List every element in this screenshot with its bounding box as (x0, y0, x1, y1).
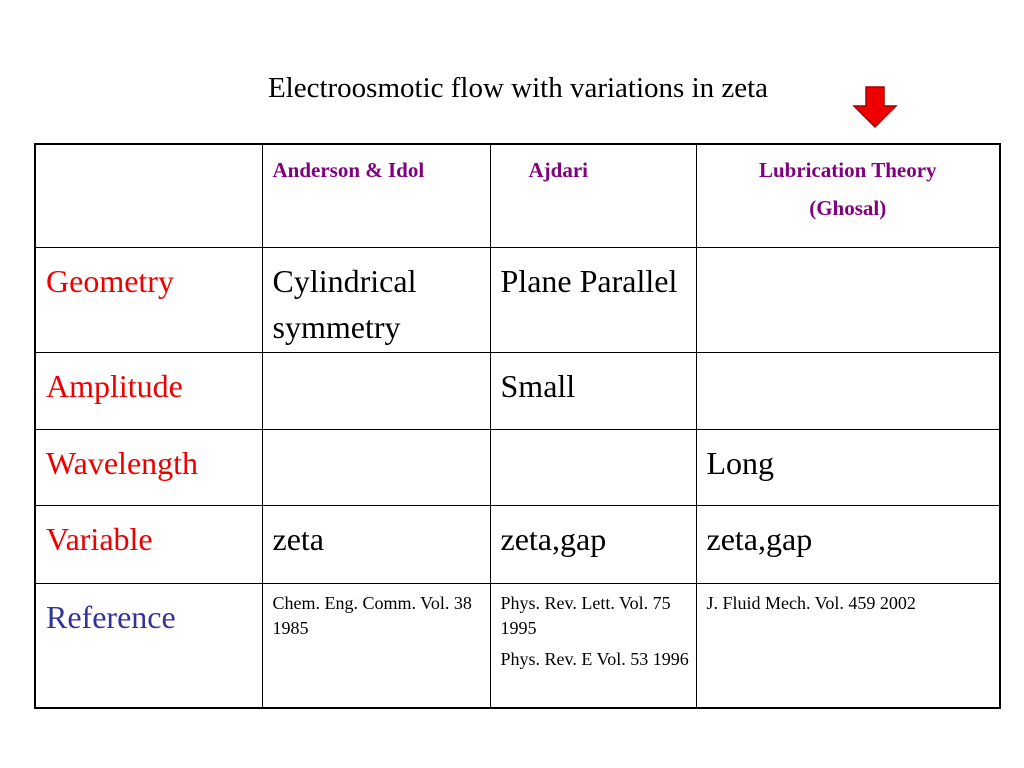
variable-anderson: zeta (272, 521, 324, 557)
header-lubrication (697, 145, 1000, 227)
header-lubrication-line2: (Ghosal) (809, 196, 887, 220)
reference-lubrication: J. Fluid Mech. Vol. 459 2002 (706, 593, 916, 613)
header-anderson: Anderson & Idol (272, 158, 425, 182)
header-lubrication-cell (696, 144, 1000, 248)
variable-ajdari: zeta,gap (500, 521, 607, 557)
empty-corner-cell (35, 144, 262, 248)
wavelength-anderson (263, 430, 490, 440)
header-ajdari-cell (490, 144, 696, 248)
wavelength-ajdari (491, 430, 696, 440)
header-anderson-cell (262, 144, 490, 248)
geometry-row (35, 248, 1000, 353)
row-label-geometry: Geometry (46, 263, 174, 299)
geometry-ajdari: Plane Parallel (500, 263, 678, 299)
variable-lubrication: zeta,gap (706, 521, 813, 557)
reference-anderson: Chem. Eng. Comm. Vol. 38 1985 (272, 593, 472, 638)
wavelength-lubrication: Long (706, 445, 775, 481)
row-label-reference: Reference (46, 599, 176, 635)
down-arrow-icon (851, 86, 899, 129)
reference-ajdari (491, 584, 696, 672)
header-row (35, 144, 1000, 248)
header-ajdari: Ajdari (528, 158, 588, 182)
amplitude-lubrication (697, 353, 1000, 363)
amplitude-ajdari: Small (500, 368, 576, 404)
geometry-lubrication (697, 248, 1000, 258)
amplitude-anderson (263, 353, 490, 363)
row-label-amplitude: Amplitude (46, 368, 183, 404)
reference-row (35, 584, 1000, 709)
slide-title: Electroosmotic flow with variations in zeta (267, 72, 769, 104)
reference-ajdari-2: Phys. Rev. E Vol. 53 1996 (500, 649, 689, 669)
amplitude-row (35, 353, 1000, 430)
row-label-variable: Variable (46, 521, 153, 557)
wavelength-row (35, 430, 1000, 506)
row-label-wavelength: Wavelength (46, 445, 199, 481)
header-lubrication-line1: Lubrication Theory (758, 158, 937, 182)
geometry-anderson: Cylindrical symmetry (272, 263, 417, 345)
reference-ajdari-1: Phys. Rev. Lett. Vol. 75 1995 (500, 593, 671, 638)
variable-row (35, 506, 1000, 584)
comparison-table (34, 143, 1001, 709)
